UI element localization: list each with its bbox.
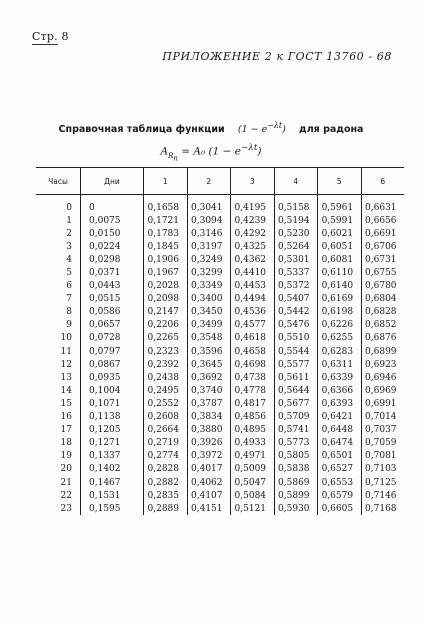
value-cell: 0,2889: [144, 502, 188, 515]
value-cell: 0,2774: [144, 450, 188, 463]
value-cell: 0,7103: [361, 463, 404, 476]
value-cell: 0,4577: [231, 319, 275, 332]
table-header-row: [36, 168, 404, 195]
value-cell: 0,3548: [187, 332, 231, 345]
value-cell: 0,6605: [318, 502, 362, 515]
value-cell: 0,4698: [231, 358, 275, 371]
days-zero-cell: 0,0728: [81, 332, 144, 345]
value-cell: 0,4658: [231, 345, 275, 358]
value-cell: 0,3926: [187, 437, 231, 450]
value-cell: 0,3197: [187, 240, 231, 253]
value-cell: 0,2098: [144, 293, 188, 306]
value-cell: 0,2552: [144, 397, 188, 410]
value-cell: 0,6255: [318, 332, 362, 345]
value-cell: 0,5158: [274, 195, 318, 215]
value-cell: 0,3450: [187, 306, 231, 319]
hours-cell: 2: [66, 228, 72, 239]
value-cell: 0,3041: [187, 195, 231, 215]
value-cell: 0,5372: [274, 280, 318, 293]
hours-cell: 17: [60, 425, 72, 436]
hours-cell: 15: [60, 398, 72, 409]
value-cell: 0,5084: [231, 489, 275, 502]
value-cell: 0,4856: [231, 411, 275, 424]
days-zero-cell: 0,1071: [81, 397, 144, 410]
value-cell: 0,6474: [318, 437, 362, 450]
days-zero-cell: 0,0586: [81, 306, 144, 319]
decay-function-table: [36, 167, 404, 515]
value-cell: 0,4618: [231, 332, 275, 345]
days-zero-cell: 0,0224: [81, 240, 144, 253]
value-cell: 0,6527: [318, 463, 362, 476]
column-header: 1: [144, 168, 188, 195]
value-cell: 0,5577: [274, 358, 318, 371]
value-cell: 0,5805: [274, 450, 318, 463]
value-cell: 0,6081: [318, 253, 362, 266]
value-cell: 0,4325: [231, 240, 275, 253]
value-cell: 0,6283: [318, 345, 362, 358]
value-cell: 0,5009: [231, 463, 275, 476]
value-cell: 0,4292: [231, 227, 275, 240]
days-zero-cell: 0,1337: [81, 450, 144, 463]
value-cell: 0,2265: [144, 332, 188, 345]
hours-cell: 22: [60, 490, 72, 501]
value-cell: 0,1721: [144, 214, 188, 227]
value-cell: 0,5047: [231, 476, 275, 489]
hours-cell: 4: [66, 254, 72, 265]
value-cell: 0,5709: [274, 411, 318, 424]
value-cell: 0,3094: [187, 214, 231, 227]
column-header: 5: [318, 168, 362, 195]
value-cell: 0,3249: [187, 253, 231, 266]
days-zero-cell: 0,0867: [81, 358, 144, 371]
value-cell: 0,6852: [361, 319, 404, 332]
value-cell: 0,5930: [274, 502, 318, 515]
value-cell: 0,6339: [318, 371, 362, 384]
value-cell: 0,6706: [361, 240, 404, 253]
hours-cell: 8: [66, 307, 72, 318]
value-cell: 0,4971: [231, 450, 275, 463]
table-row: [36, 476, 404, 489]
days-zero-cell: 0,0075: [81, 214, 144, 227]
hours-cell: 18: [60, 438, 72, 449]
header-rule: [32, 44, 58, 45]
value-cell: 0,6421: [318, 411, 362, 424]
value-cell: 0,5741: [274, 424, 318, 437]
days-zero-cell: 0,0515: [81, 293, 144, 306]
caption-suffix: для радона: [299, 124, 364, 136]
value-cell: 0,4738: [231, 371, 275, 384]
value-cell: 0,2828: [144, 463, 188, 476]
value-cell: 0,5194: [274, 214, 318, 227]
page-number: Стр. 8: [32, 30, 69, 43]
value-cell: 0,5899: [274, 489, 318, 502]
value-cell: 0,4410: [231, 266, 275, 279]
days-zero-cell: 0,0797: [81, 345, 144, 358]
value-cell: 0,2147: [144, 306, 188, 319]
value-cell: 0,5230: [274, 227, 318, 240]
value-cell: 0,1906: [144, 253, 188, 266]
table-row: [36, 424, 404, 437]
table-row: [36, 227, 404, 240]
value-cell: 0,6051: [318, 240, 362, 253]
hours-cell: 5: [66, 268, 72, 279]
table-row: [36, 266, 404, 279]
value-cell: 0,6991: [361, 397, 404, 410]
column-header: 2: [187, 168, 231, 195]
value-cell: 0,5476: [274, 319, 318, 332]
value-cell: 0,2835: [144, 489, 188, 502]
value-cell: 0,6691: [361, 227, 404, 240]
hours-cell: 10: [60, 333, 72, 344]
value-cell: 0,6631: [361, 195, 404, 215]
value-cell: 0,4239: [231, 214, 275, 227]
table-row: [36, 306, 404, 319]
hours-cell: 14: [60, 385, 72, 396]
value-cell: 0,2664: [144, 424, 188, 437]
value-cell: 0,2323: [144, 345, 188, 358]
value-cell: 0,6755: [361, 266, 404, 279]
appendix-title: ПРИЛОЖЕНИЕ 2 к ГОСТ 13760 - 68: [162, 50, 392, 63]
value-cell: 0,3787: [187, 397, 231, 410]
caption-text: Справочная таблица функции: [58, 124, 225, 136]
table-row: [36, 371, 404, 384]
table-row: [36, 240, 404, 253]
value-cell: 0,3692: [187, 371, 231, 384]
value-cell: 0,4453: [231, 280, 275, 293]
days-zero-cell: 0,1271: [81, 437, 144, 450]
column-header: 3: [231, 168, 275, 195]
value-cell: 0,5121: [231, 502, 275, 515]
table-row: [36, 437, 404, 450]
value-cell: 0,7081: [361, 450, 404, 463]
table-row: [36, 293, 404, 306]
value-cell: 0,2495: [144, 384, 188, 397]
table-row: [36, 195, 404, 215]
value-cell: 0,4895: [231, 424, 275, 437]
hours-cell: 7: [66, 294, 72, 305]
value-cell: 0,3972: [187, 450, 231, 463]
value-cell: 0,7059: [361, 437, 404, 450]
value-cell: 0,6501: [318, 450, 362, 463]
value-cell: 0,4017: [187, 463, 231, 476]
value-cell: 0,4494: [231, 293, 275, 306]
value-cell: 0,6366: [318, 384, 362, 397]
value-cell: 0,6899: [361, 345, 404, 358]
value-cell: 0,6780: [361, 280, 404, 293]
days-zero-cell: 0,0935: [81, 371, 144, 384]
table-row: [36, 502, 404, 515]
table-row: [36, 253, 404, 266]
table-row: [36, 358, 404, 371]
value-cell: 0,6393: [318, 397, 362, 410]
value-cell: 0,4817: [231, 397, 275, 410]
value-cell: 0,6828: [361, 306, 404, 319]
days-zero-cell: 0,0657: [81, 319, 144, 332]
value-cell: 0,3880: [187, 424, 231, 437]
value-cell: 0,4536: [231, 306, 275, 319]
value-cell: 0,4151: [187, 502, 231, 515]
table-row: [36, 319, 404, 332]
value-cell: 0,5644: [274, 384, 318, 397]
value-cell: 0,5991: [318, 214, 362, 227]
days-zero-cell: 0,1004: [81, 384, 144, 397]
value-cell: 0,6969: [361, 384, 404, 397]
value-cell: 0,5407: [274, 293, 318, 306]
hours-cell: 21: [60, 477, 72, 488]
value-cell: 0,3740: [187, 384, 231, 397]
hours-cell: 13: [60, 372, 72, 383]
value-cell: 0,1967: [144, 266, 188, 279]
value-cell: 0,6923: [361, 358, 404, 371]
value-cell: 0,5611: [274, 371, 318, 384]
value-cell: 0,1783: [144, 227, 188, 240]
value-cell: 0,1845: [144, 240, 188, 253]
value-cell: 0,5677: [274, 397, 318, 410]
value-cell: 0,2392: [144, 358, 188, 371]
hours-cell: 16: [60, 412, 72, 423]
value-cell: 0,3499: [187, 319, 231, 332]
value-cell: 0,4195: [231, 195, 275, 215]
value-cell: 0,3299: [187, 266, 231, 279]
value-cell: 0,6553: [318, 476, 362, 489]
value-cell: 0,4362: [231, 253, 275, 266]
value-cell: 0,6656: [361, 214, 404, 227]
value-cell: 0,2882: [144, 476, 188, 489]
hours-cell: 11: [60, 346, 72, 357]
value-cell: 0,2028: [144, 280, 188, 293]
column-header: 4: [274, 168, 318, 195]
days-zero-cell: 0,0443: [81, 280, 144, 293]
value-cell: 0,3645: [187, 358, 231, 371]
hours-cell: 1: [66, 215, 72, 226]
value-cell: 0,7037: [361, 424, 404, 437]
hours-cell: 20: [60, 464, 72, 475]
days-zero-cell: 0,1467: [81, 476, 144, 489]
hours-cell: 12: [60, 359, 72, 370]
value-cell: 0,6226: [318, 319, 362, 332]
value-cell: 0,2438: [144, 371, 188, 384]
days-zero-cell: 0,0150: [81, 227, 144, 240]
days-zero-cell: 0,1595: [81, 502, 144, 515]
value-cell: 0,5510: [274, 332, 318, 345]
value-cell: 0,3400: [187, 293, 231, 306]
table-row: [36, 450, 404, 463]
days-zero-cell: 0,0298: [81, 253, 144, 266]
value-cell: 0,7168: [361, 502, 404, 515]
value-cell: 0,6876: [361, 332, 404, 345]
value-cell: 0,4778: [231, 384, 275, 397]
value-cell: 0,4062: [187, 476, 231, 489]
table-row: [36, 332, 404, 345]
value-cell: 0,6946: [361, 371, 404, 384]
value-cell: 0,6140: [318, 280, 362, 293]
value-cell: 0,6731: [361, 253, 404, 266]
table-row: [36, 463, 404, 476]
value-cell: 0,3146: [187, 227, 231, 240]
table-row: [36, 280, 404, 293]
value-cell: 0,6198: [318, 306, 362, 319]
column-header: 6: [361, 168, 404, 195]
value-cell: 0,5961: [318, 195, 362, 215]
formula-display: $A_{R_n} = A_0$ $(1 - e^{-\lambda t})$: [160, 143, 262, 162]
value-cell: 0,3349: [187, 280, 231, 293]
table-body: [36, 195, 404, 516]
value-cell: 0,4107: [187, 489, 231, 502]
value-cell: 0,1658: [144, 195, 188, 215]
value-cell: 0,2206: [144, 319, 188, 332]
value-cell: 0,4933: [231, 437, 275, 450]
column-header: Дни: [81, 168, 144, 195]
value-cell: 0,5264: [274, 240, 318, 253]
value-cell: 0,2719: [144, 437, 188, 450]
value-cell: 0,5869: [274, 476, 318, 489]
hours-cell: 19: [60, 451, 72, 462]
table-row: [36, 489, 404, 502]
value-cell: 0,6110: [318, 266, 362, 279]
value-cell: 0,5838: [274, 463, 318, 476]
hours-cell: 0: [66, 202, 72, 213]
days-zero-cell: 0,1402: [81, 463, 144, 476]
value-cell: 0,5442: [274, 306, 318, 319]
hours-cell: 3: [66, 241, 72, 252]
table-row: [36, 384, 404, 397]
table-row: [36, 411, 404, 424]
hours-cell: 23: [60, 503, 72, 514]
days-zero-cell: 0,1531: [81, 489, 144, 502]
value-cell: 0,5337: [274, 266, 318, 279]
value-cell: 0,6021: [318, 227, 362, 240]
value-cell: 0,5301: [274, 253, 318, 266]
value-cell: 0,7146: [361, 489, 404, 502]
table-caption: [0, 121, 422, 135]
value-cell: 0,6169: [318, 293, 362, 306]
table-row: [36, 397, 404, 410]
days-zero-cell: 0: [81, 195, 144, 215]
value-cell: 0,6804: [361, 293, 404, 306]
value-cell: 0,3834: [187, 411, 231, 424]
column-header: Часы: [36, 168, 81, 195]
days-zero-cell: 0,1205: [81, 424, 144, 437]
value-cell: 0,6448: [318, 424, 362, 437]
value-cell: 0,7014: [361, 411, 404, 424]
caption-function: $(1 - e^{-\lambda t})$: [237, 121, 286, 136]
value-cell: 0,6311: [318, 358, 362, 371]
hours-cell: 6: [66, 281, 72, 292]
value-cell: 0,5773: [274, 437, 318, 450]
value-cell: 0,7125: [361, 476, 404, 489]
table-row: [36, 345, 404, 358]
hours-cell: 9: [66, 320, 72, 331]
days-zero-cell: 0,0371: [81, 266, 144, 279]
value-cell: 0,5544: [274, 345, 318, 358]
table-row: [36, 214, 404, 227]
value-cell: 0,6579: [318, 489, 362, 502]
value-cell: 0,3596: [187, 345, 231, 358]
value-cell: 0,2608: [144, 411, 188, 424]
days-zero-cell: 0,1138: [81, 411, 144, 424]
